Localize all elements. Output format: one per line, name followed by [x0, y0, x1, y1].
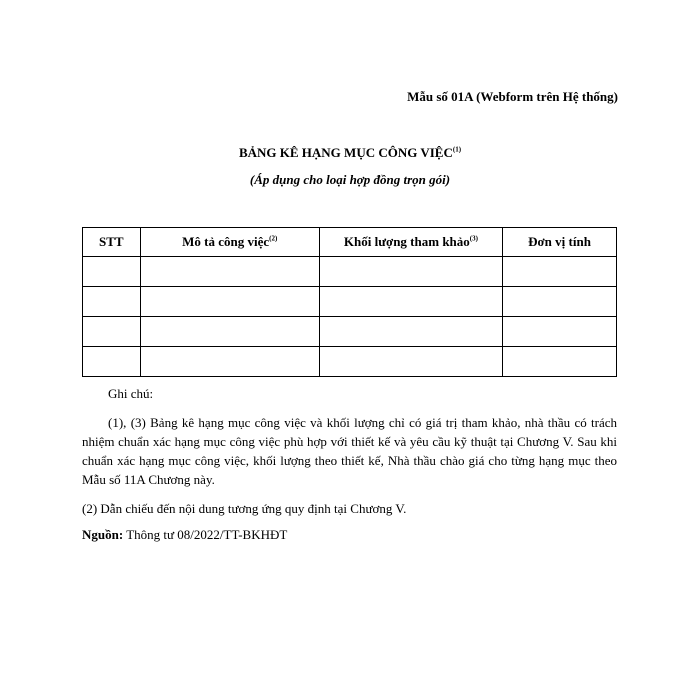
notes-section — [82, 384, 617, 544]
table-cell — [503, 257, 617, 287]
table-cell — [140, 347, 319, 377]
table-cell — [319, 257, 502, 287]
document-title — [0, 145, 700, 161]
table-cell — [140, 257, 319, 287]
source-line — [82, 525, 617, 544]
header-description-text: Mô tả công việc — [182, 234, 270, 249]
description-footnote-marker: (2) — [269, 234, 278, 243]
table-cell — [319, 317, 502, 347]
source-value: Thông tư 08/2022/TT-BKHĐT — [123, 527, 288, 542]
work-items-table — [82, 227, 617, 377]
table-cell — [503, 347, 617, 377]
title-footnote-marker: (1) — [452, 145, 462, 154]
table-cell — [83, 287, 141, 317]
form-code-label: Mẫu số 01A (Webform trên Hệ thống) — [407, 89, 618, 104]
table-cell — [83, 257, 141, 287]
table-header-row — [83, 228, 617, 257]
document-subtitle: (Áp dụng cho loại hợp đồng trọn gói) — [249, 172, 451, 187]
table-cell — [503, 317, 617, 347]
notes-heading: Ghi chú: — [108, 386, 154, 401]
table-cell — [140, 317, 319, 347]
header-quantity-text: Khối lượng tham khảo — [343, 234, 470, 249]
table-cell — [140, 287, 319, 317]
document-title-text: BẢNG KÊ HẠNG MỤC CÔNG VIỆC — [238, 145, 453, 160]
table-row — [83, 257, 617, 287]
table-cell — [319, 287, 502, 317]
note-1-3: (1), (3) Bảng kê hạng mục công việc và khối lượng chỉ có giá trị tham khảo, nhà thầu có trách nhiệm chuẩn xác hạng mục công việc phù hợp với thiết kế và yêu cầu kỹ thuật tại Chương V. Sau khi chuẩn xác hạng mục công việc, khối lượng theo thiết kế, Nhà thầu chào giá cho từng hạng mục theo Mẫu số 11A Chương này. — [82, 415, 617, 487]
table-row — [83, 287, 617, 317]
note-2: (2) Dẫn chiếu đến nội dung tương ứng quy định tại Chương V. — [82, 501, 407, 516]
table-cell — [83, 317, 141, 347]
table-row — [83, 347, 617, 377]
header-quantity — [319, 228, 502, 257]
table-row — [83, 317, 617, 347]
table-cell — [83, 347, 141, 377]
table-cell — [319, 347, 502, 377]
header-unit: Đơn vị tính — [503, 228, 617, 257]
header-description — [140, 228, 319, 257]
table-cell — [503, 287, 617, 317]
source-label: Nguồn: — [82, 527, 124, 542]
quantity-footnote-marker: (3) — [469, 234, 478, 243]
header-stt: STT — [83, 228, 141, 257]
